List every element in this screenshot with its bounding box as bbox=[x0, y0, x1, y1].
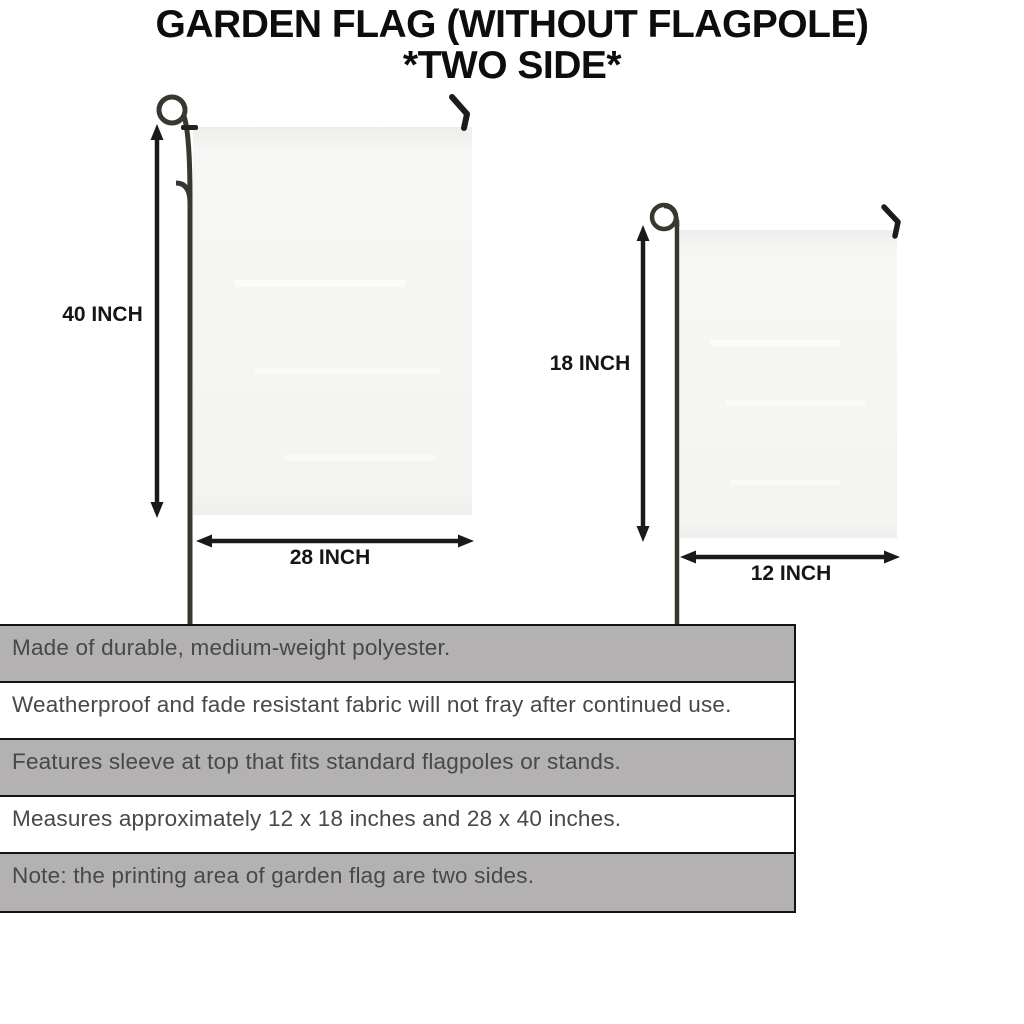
pole-hook-icon bbox=[452, 97, 467, 128]
small-flag-diagram bbox=[560, 190, 960, 626]
feature-table bbox=[0, 624, 796, 913]
small-flag-width-label: 12 INCH bbox=[750, 562, 832, 585]
fabric-streak bbox=[730, 480, 840, 485]
height-arrow-small bbox=[637, 225, 650, 542]
fabric-streak bbox=[710, 340, 840, 346]
fabric-streak bbox=[285, 455, 435, 461]
page-title bbox=[0, 4, 1024, 86]
fabric-streak bbox=[725, 400, 865, 406]
feature-row-measures: Measures approximately 12 x 18 inches and 28 x 40 inches. bbox=[0, 797, 794, 854]
pole-clip bbox=[181, 125, 198, 130]
large-flag-height-label: 40 INCH bbox=[62, 303, 143, 326]
feature-row-material: Made of durable, medium-weight polyester. bbox=[0, 626, 794, 683]
small-flag-height-label: 18 INCH bbox=[549, 352, 631, 375]
feature-row-weatherproof: Weatherproof and fade resistant fabric will not fray after continued use. bbox=[0, 683, 794, 740]
small-flag-canvas bbox=[680, 230, 897, 538]
pole-loop-icon bbox=[159, 97, 185, 123]
pole-loop-icon bbox=[652, 205, 676, 229]
feature-row-sleeve: Features sleeve at top that fits standard flagpoles or stands. bbox=[0, 740, 794, 797]
fabric-streak bbox=[255, 368, 440, 374]
large-flag-width-label: 28 INCH bbox=[289, 546, 371, 569]
title-line-2: *TWO SIDE* bbox=[402, 44, 622, 87]
title-line-1: GARDEN FLAG (WITHOUT FLAGPOLE) bbox=[155, 3, 869, 46]
fabric-streak bbox=[235, 280, 405, 287]
feature-row-note: Note: the printing area of garden flag are two sides. bbox=[0, 854, 794, 911]
